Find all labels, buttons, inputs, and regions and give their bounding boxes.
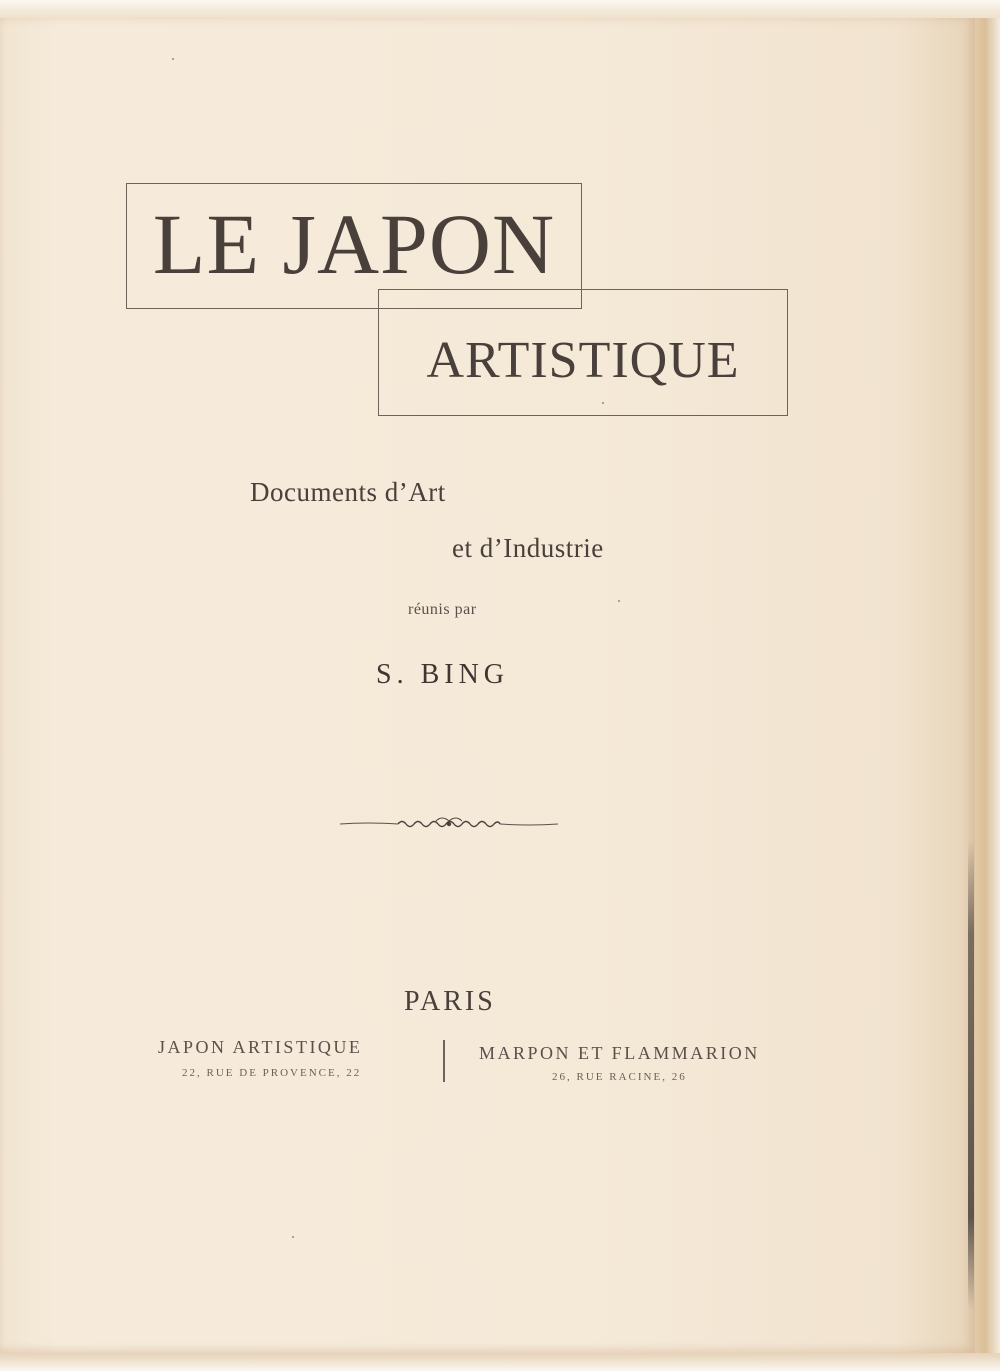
- imprint-city: PARIS: [404, 986, 496, 1017]
- page-bottom-edge: [0, 1353, 1000, 1371]
- paper-speck: [172, 58, 174, 60]
- binding-shadow: [968, 840, 974, 1310]
- publisher-left: JAPON ARTISTIQUE: [158, 1037, 363, 1057]
- book-title-secondary: ARTISTIQUE: [426, 332, 740, 389]
- subtitle-line-2: et d’Industrie: [452, 533, 604, 563]
- publisher-right: MARPON ET FLAMMARION: [479, 1043, 760, 1063]
- publisher-divider: [443, 1040, 445, 1082]
- publisher-right-address: 26, RUE RACINE, 26: [552, 1071, 687, 1083]
- credit-prefix: réunis par: [408, 601, 477, 618]
- paper-speck: [292, 1236, 294, 1238]
- author-name: S. BING: [376, 659, 510, 690]
- publisher-left-address: 22, RUE DE PROVENCE, 22: [182, 1067, 362, 1079]
- paper-speck: [618, 600, 620, 602]
- subtitle-line-1: Documents d’Art: [250, 477, 446, 507]
- decorative-flourish-icon: [338, 812, 560, 836]
- page-right-edge: [975, 18, 1000, 1353]
- book-title: LE JAPON: [152, 196, 556, 292]
- page-top-edge: [0, 0, 1000, 18]
